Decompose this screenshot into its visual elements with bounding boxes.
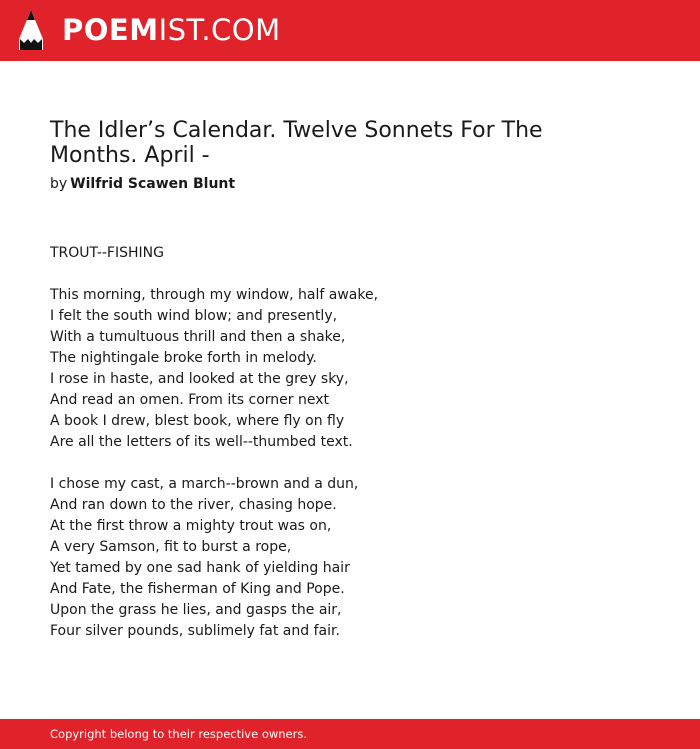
poem-line: A book I drew, blest book, where fly on fly: [50, 413, 345, 429]
stanza-gap: [50, 453, 650, 474]
poem-line: I chose my cast, a march--brown and a dun,: [50, 476, 359, 492]
pencil-tip-icon[interactable]: [18, 9, 44, 51]
logo-light-text: IST.COM: [158, 13, 281, 47]
site-header: [0, 0, 700, 61]
poem-line: And ran down to the river, chasing hope.: [50, 497, 337, 513]
poem-body: [50, 243, 650, 642]
poem-line: And read an omen. From its corner next: [50, 392, 329, 408]
poem-title: The Idler’s Calendar. Twelve Sonnets For The Months. April -: [50, 118, 543, 168]
poem-line: And Fate, the fisherman of King and Pope.: [50, 581, 345, 597]
poem-line: This morning, through my window, half awake,: [50, 287, 379, 303]
poem-line: Yet tamed by one sad hank of yielding hair: [50, 560, 350, 576]
poem-line: A very Samson, fit to burst a rope,: [50, 539, 292, 555]
poem-line: With a tumultuous thrill and then a shake,: [50, 329, 346, 345]
by-label: by: [50, 176, 68, 192]
poem-subtitle: TROUT--FISHING: [50, 245, 164, 261]
stanza-gap: [50, 264, 650, 285]
logo-bold-text: POEM: [62, 13, 159, 47]
copyright-text: Copyright belong to their respective owners.: [50, 727, 308, 741]
poem-line: Four silver pounds, sublimely fat and fair.: [50, 623, 340, 639]
poem-line: I rose in haste, and looked at the grey sky,: [50, 371, 349, 387]
poem-line: The nightingale broke forth in melody.: [50, 350, 317, 366]
poem-line: I felt the south wind blow; and presently,: [50, 308, 338, 324]
poem-line: Upon the grass he lies, and gasps the air,: [50, 602, 342, 618]
poem-line: Are all the letters of its well--thumbed text.: [50, 434, 353, 450]
poem-line: At the first throw a mighty trout was on,: [50, 518, 332, 534]
author-name[interactable]: Wilfrid Scawen Blunt: [70, 176, 236, 192]
byline: [50, 174, 235, 194]
site-logo[interactable]: [62, 12, 281, 48]
site-footer: [0, 719, 700, 749]
